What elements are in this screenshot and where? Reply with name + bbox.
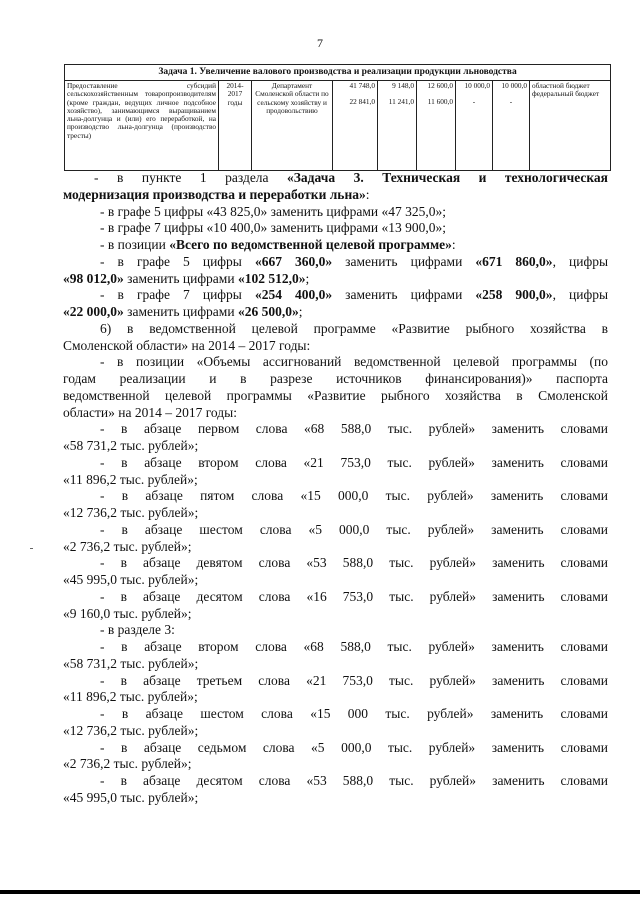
text-line: - в абзаце втором слова «68 588,0 тыс. рублей» заменить словами <box>100 639 608 654</box>
text-line: «58 731,2 тыс. рублей»; <box>63 655 199 671</box>
text-line: 6) в ведомственной целевой программе «Развитие рыбного хозяйства в <box>100 320 608 336</box>
text-line: «9 160,0 тыс. рублей»; <box>63 605 192 621</box>
text-line: «45 995,0 тыс. рублей»; <box>63 789 199 805</box>
text-line: «58 731,2 тыс. рублей»; <box>63 438 199 453</box>
text-line: - в графе 5 цифры «43 825,0» заменить цифрами «47 325,0»; <box>100 203 446 219</box>
text-line: годам реализации и в разрезе источников финансирования)» паспорта <box>63 371 608 386</box>
text-line: - в позиции «Объемы ассигнований ведомственной целевой программы (по <box>100 354 608 370</box>
y2016-cell: 10 000,0 - <box>456 81 493 171</box>
text-line: ведомственной целевой программы «Развитие рыбного хозяйства в Смоленской <box>63 387 608 403</box>
text-line: «12 736,2 тыс. рублей»; <box>63 722 199 738</box>
text-line: Смоленской области» на 2014 – 2017 годы: <box>63 337 311 353</box>
page-number: 7 <box>317 36 323 50</box>
text-line: - в абзаце втором слова «21 753,0 тыс. рублей» заменить словами <box>100 454 608 470</box>
y2014-cell: 9 148,0 11 241,0 <box>378 81 417 171</box>
text-line: - в графе 5 цифры «667 360,0» заменить цифрами «671 860,0», цифры <box>100 253 609 269</box>
y2015-cell: 12 600,0 11 600,0 <box>417 81 456 171</box>
text-line: - в абзаце десятом слова «16 753,0 тыс. рублей» заменить словами <box>100 588 608 604</box>
executor-cell: Департамент Смоленской области по сельскому хозяйству и продовольствию <box>252 81 333 171</box>
text-line: «98 012,0» заменить цифрами «102 512,0»; <box>63 270 310 286</box>
text-line: - в абзаце третьем слова «21 753,0 тыс. рублей» заменить словами <box>100 672 608 688</box>
sources-cell: областной бюджет федеральный бюджет <box>530 81 611 171</box>
text-line: области» на 2014 – 2017 годы: <box>63 404 237 420</box>
text-line: «11 896,2 тыс. рублей»; <box>63 471 198 487</box>
measure-cell: Предоставление субсидий сельскохозяйственным товаропроизводителям (кроме граждан, ведущих личное подсобное хозяйство), занимающимся выращиванием льна-долгунца и (или) его переработкой, на производство льна-долгунца (производство тресты) <box>65 81 219 171</box>
text-line: - в абзаце пятом слова «15 000,0 тыс. рублей» заменить словами <box>100 488 608 504</box>
text-line: «11 896,2 тыс. рублей»; <box>63 689 198 705</box>
text-line: - в абзаце шестом слова «5 000,0 тыс. рублей» заменить словами <box>100 521 608 537</box>
years-cell: 2014-2017 годы <box>219 81 252 171</box>
document-body <box>63 170 608 807</box>
y2017-cell: 10 000,0 - <box>493 81 530 171</box>
bottom-border <box>0 890 640 894</box>
text-line: - в абзаце девятом слова «53 588,0 тыс. рублей» заменить словами <box>100 555 608 571</box>
text-line: - в разделе 3: <box>100 622 175 638</box>
text-line: - в позиции «Всего по ведомственной целевой программе»: <box>100 237 456 252</box>
text-line: «22 000,0» заменить цифрами «26 500,0»; <box>63 304 303 319</box>
table-row <box>65 81 611 171</box>
text-line: «12 736,2 тыс. рублей»; <box>63 505 199 520</box>
text-line: «2 736,2 тыс. рублей»; <box>63 756 192 772</box>
table-header: Задача 1. Увеличение валового производства и реализации продукции льноводства <box>65 65 611 81</box>
text-line: - в абзаце шестом слова «15 000 тыс. рублей» заменить словами <box>100 706 608 721</box>
text-line: «45 995,0 тыс. рублей»; <box>63 572 199 587</box>
text-line: - в абзаце первом слова «68 588,0 тыс. рублей» заменить словами <box>100 421 608 437</box>
total-cell: 41 748,0 22 841,0 <box>333 81 378 171</box>
scan-mark <box>30 548 33 549</box>
task-table <box>64 64 611 171</box>
text-line: - в пункте 1 раздела «Задача 3. Техническая и технологическая <box>94 170 608 185</box>
text-line: «2 736,2 тыс. рублей»; <box>63 538 192 554</box>
text-line: - в графе 7 цифры «10 400,0» заменить цифрами «13 900,0»; <box>100 220 446 236</box>
text-line: - в графе 7 цифры «254 400,0» заменить цифрами «258 900,0», цифры <box>100 287 609 303</box>
text-line: - в абзаце седьмом слова «5 000,0 тыс. рублей» заменить словами <box>100 739 608 755</box>
text-line: - в абзаце десятом слова «53 588,0 тыс. рублей» заменить словами <box>100 773 608 788</box>
text-line: модернизация производства и переработки льна»: <box>63 186 370 202</box>
